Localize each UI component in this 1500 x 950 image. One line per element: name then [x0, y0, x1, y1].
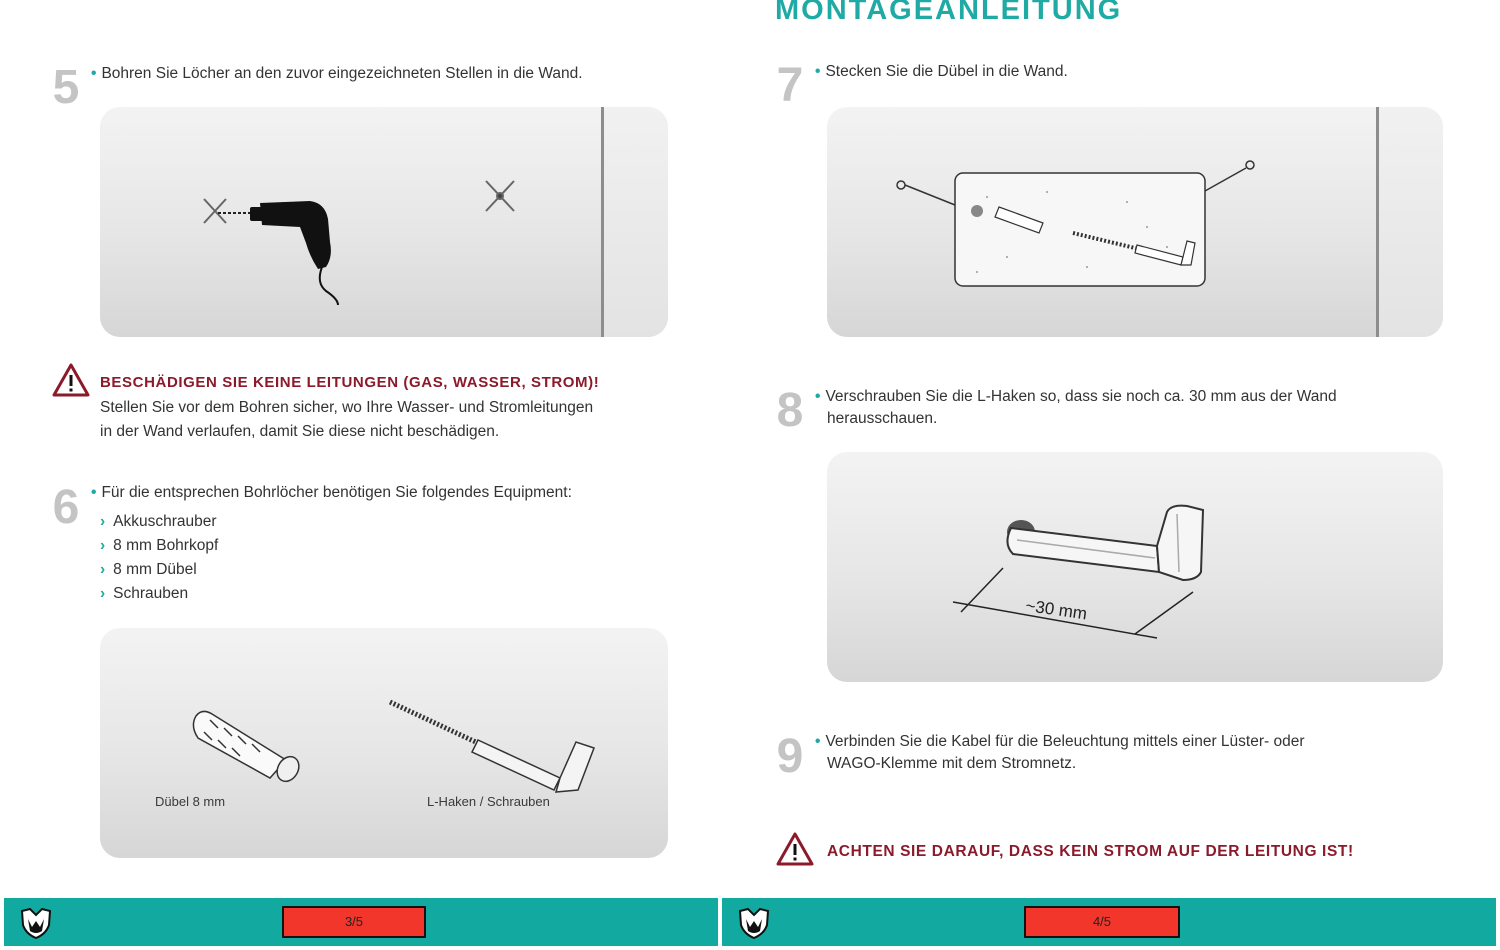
bullet-dot: •: [91, 484, 97, 501]
bullet-dot: •: [91, 65, 97, 82]
page-indicator-right: 4/5: [1024, 906, 1180, 938]
document-title: MONTAGEANLEITUNG: [775, 0, 1123, 26]
step-9-line-2: WAGO-Klemme mit dem Stromnetz.: [827, 755, 1077, 772]
hook-caption: [427, 794, 550, 809]
drill-cable: [320, 267, 338, 305]
step-8-number: 8: [776, 384, 804, 437]
measurement-label: ~30 mm: [1024, 596, 1089, 624]
warning-triangle-icon: [51, 362, 91, 398]
step-8-text: [815, 386, 1337, 430]
drill-body: [250, 201, 331, 269]
warning-triangle-icon: [775, 831, 815, 867]
equipment-illustration: [100, 628, 668, 858]
equipment-list: [100, 510, 218, 606]
footer-right: [722, 898, 1496, 946]
page-indicator-left: 3/5: [282, 906, 426, 938]
list-item: [100, 534, 218, 558]
chevron-right-icon: ›: [100, 585, 106, 602]
step-9-number: 9: [776, 730, 804, 783]
chevron-right-icon: ›: [100, 513, 106, 530]
warning-1-line-1: Stellen Sie vor dem Bohren sicher, wo Ihre Wasser- und Stromleitungen: [100, 399, 594, 416]
list-item: [100, 510, 218, 534]
step-7-text: [815, 61, 1068, 83]
hook-bend: [1157, 506, 1203, 580]
hook-caption-b: / Schrauben: [479, 794, 550, 809]
dowel-caption: Dübel 8 mm: [155, 794, 226, 809]
footer-left: [4, 898, 718, 946]
step-5-text: [91, 63, 583, 85]
drill-illustration: [100, 107, 668, 337]
dowel-drawing: [193, 711, 303, 785]
list-item-label: Akkuschrauber: [113, 513, 217, 530]
hook-shaft: [1007, 528, 1159, 572]
step-8-line-2: herausschauen.: [827, 410, 938, 427]
warning-2-heading: ACHTEN SIE DARAUF, DASS KEIN STROM AUF DER LEITUNG IST!: [827, 843, 1354, 860]
hook-drawing: [390, 702, 594, 792]
chevron-right-icon: ›: [100, 537, 106, 554]
inset-box: [955, 173, 1205, 286]
step-6-text: [91, 482, 572, 504]
drill-mark-left: [204, 199, 226, 223]
list-item-label: 8 mm Bohrkopf: [113, 537, 219, 554]
step-5-illustration-panel: [100, 107, 668, 337]
step-7-number: 7: [776, 59, 804, 112]
step-9-text: [815, 731, 1305, 775]
step-5-number: 5: [52, 61, 80, 114]
step-8-line-1: Verschrauben Sie die L-Haken so, dass sie noch ca. 30 mm aus der Wand: [825, 388, 1337, 405]
list-item: [100, 582, 218, 606]
drill-mark-right: [486, 181, 514, 211]
step-7-illustration-panel: [827, 107, 1443, 337]
bullet-dot: •: [815, 388, 821, 405]
step-5-text-label: Bohren Sie Löcher an den zuvor eingezeichneten Stellen in die Wand.: [101, 65, 583, 82]
shield-logo-icon: [18, 907, 54, 939]
step-6-text-label: Für die entsprechen Bohrlöcher benötigen Sie folgendes Equipment:: [101, 484, 572, 501]
step-6-illustration-panel: [100, 628, 668, 858]
bullet-dot: •: [815, 63, 821, 80]
hook-installed-illustration: [827, 452, 1443, 682]
list-item-label: 8 mm Dübel: [113, 561, 197, 578]
chevron-right-icon: ›: [100, 561, 106, 578]
dowel-insert-illustration: [827, 107, 1443, 337]
step-6-number: 6: [52, 481, 80, 534]
hook-caption-a: L-Haken: [427, 794, 477, 809]
drill-hole: [971, 205, 983, 217]
warning-1-body: [100, 396, 593, 444]
warning-1-heading: BESCHÄDIGEN SIE KEINE LEITUNGEN (GAS, WASSER, STROM)!: [100, 374, 600, 391]
list-item-label: Schrauben: [113, 585, 189, 602]
list-item: [100, 558, 218, 582]
shield-logo-icon: [736, 907, 772, 939]
warning-1-line-2: in der Wand verlaufen, damit Sie diese nicht beschädigen.: [100, 423, 500, 440]
step-7-text-label: Stecken Sie die Dübel in die Wand.: [825, 63, 1068, 80]
step-9-line-1: Verbinden Sie die Kabel für die Beleuchtung mittels einer Lüster- oder: [825, 733, 1305, 750]
step-8-illustration-panel: [827, 452, 1443, 682]
bullet-dot: •: [815, 733, 821, 750]
